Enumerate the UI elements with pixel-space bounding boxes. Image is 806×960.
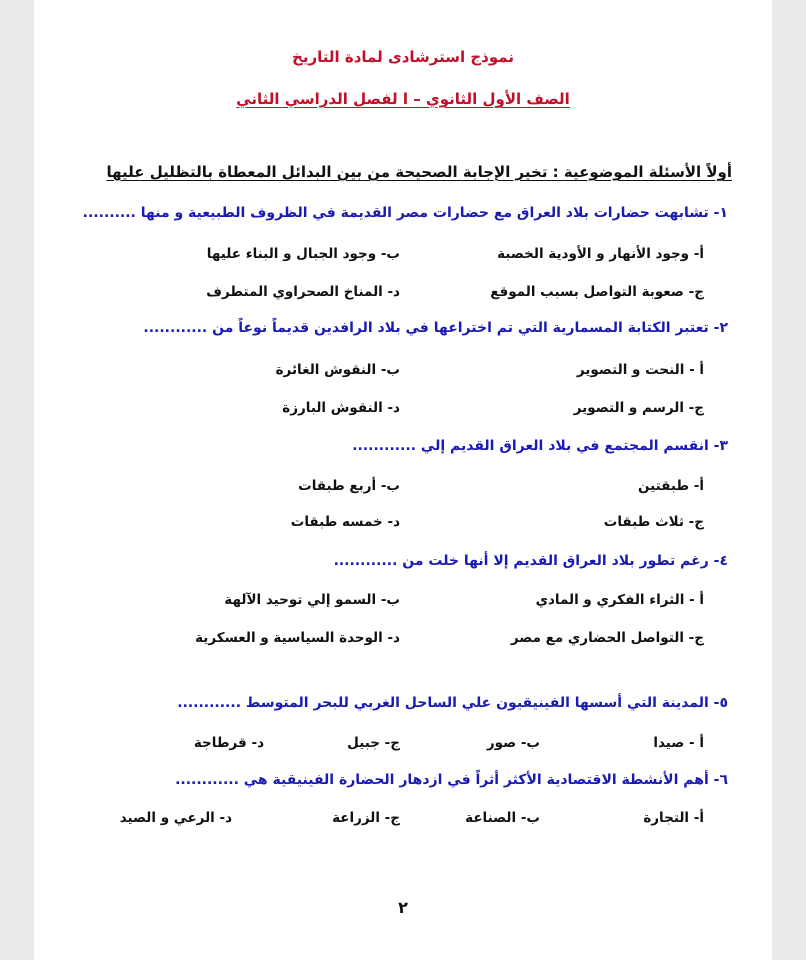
question-2: ٢- تعتبر الكتابة المسمارية التي تم اختراعها في بلاد الرافدين قديماً نوعاً من ............ xyxy=(143,320,728,336)
q5-option-b[interactable]: ب- صور xyxy=(486,735,540,751)
q2-option-d[interactable]: د- النقوش البارزة xyxy=(282,400,400,416)
question-1: ١- تشابهت حضارات بلاد العراق مع حضارات مصر القديمة في الظروف الطبيعية و منها .......... xyxy=(82,205,728,221)
q1-option-a[interactable]: أ- وجود الأنهار و الأودية الخصبة xyxy=(497,246,704,262)
q6-option-c[interactable]: ج- الزراعة xyxy=(332,810,400,826)
q4-option-d[interactable]: د- الوحدة السياسية و العسكرية xyxy=(195,630,400,646)
question-6: ٦- أهم الأنشطة الاقتصادية الأكثر أثراً في ازدهار الحضارة الفينيقية هي ............ xyxy=(175,772,728,788)
section-heading: أولاً الأسئلة الموضوعية : تخير الإجابة الصحيحة من بين البدائل المعطاة بالتظليل عليها xyxy=(106,163,732,181)
document-subtitle: الصف الأول الثانوي – ا لفصل الدراسي الثاني xyxy=(236,90,570,108)
q6-option-b[interactable]: ب- الصناعة xyxy=(465,810,540,826)
q4-option-a[interactable]: أ - الثراء الفكري و المادي xyxy=(535,592,704,608)
q3-option-b[interactable]: ب- أربع طبقات xyxy=(298,478,400,494)
q4-option-c[interactable]: ج- التواصل الحضاري مع مصر xyxy=(510,630,704,646)
q4-option-b[interactable]: ب- السمو إلي توحيد الآلهة xyxy=(224,592,400,608)
q1-option-b[interactable]: ب- وجود الجبال و البناء عليها xyxy=(206,246,400,262)
q2-option-a[interactable]: أ - النحت و التصوير xyxy=(576,362,704,378)
question-4: ٤- رغم تطور بلاد العراق القديم إلا أنها خلت من ............ xyxy=(333,553,728,569)
q3-option-c[interactable]: ج- ثلاث طبقات xyxy=(603,514,704,530)
q3-option-d[interactable]: د- خمسه طبقات xyxy=(290,514,400,530)
page-number: ٢ xyxy=(398,898,408,917)
q6-option-a[interactable]: أ- التجارة xyxy=(643,810,704,826)
question-3: ٣- انقسم المجتمع في بلاد العراق القديم إلي ............ xyxy=(352,438,728,454)
document-page xyxy=(34,0,772,960)
q2-option-c[interactable]: ج- الرسم و التصوير xyxy=(573,400,704,416)
q3-option-a[interactable]: أ- طبقتين xyxy=(637,478,704,494)
q5-option-c[interactable]: ج- جبيل xyxy=(347,735,400,751)
q2-option-b[interactable]: ب- النقوش الغائرة xyxy=(275,362,400,378)
document-title: نموذج استرشادى لمادة التاريخ xyxy=(292,48,514,66)
question-5: ٥- المدينة التي أسسها الفينيقيون علي الساحل الغربي للبحر المتوسط ............ xyxy=(177,695,728,711)
q5-option-a[interactable]: أ - صيدا xyxy=(653,735,704,751)
q6-option-d[interactable]: د- الرعي و الصيد xyxy=(119,810,232,826)
q5-option-d[interactable]: د- قرطاجة xyxy=(193,735,264,751)
q1-option-c[interactable]: ج- صعوبة التواصل بسبب الموقع xyxy=(490,284,704,300)
q1-option-d[interactable]: د- المناخ الصحراوي المتطرف xyxy=(206,284,400,300)
